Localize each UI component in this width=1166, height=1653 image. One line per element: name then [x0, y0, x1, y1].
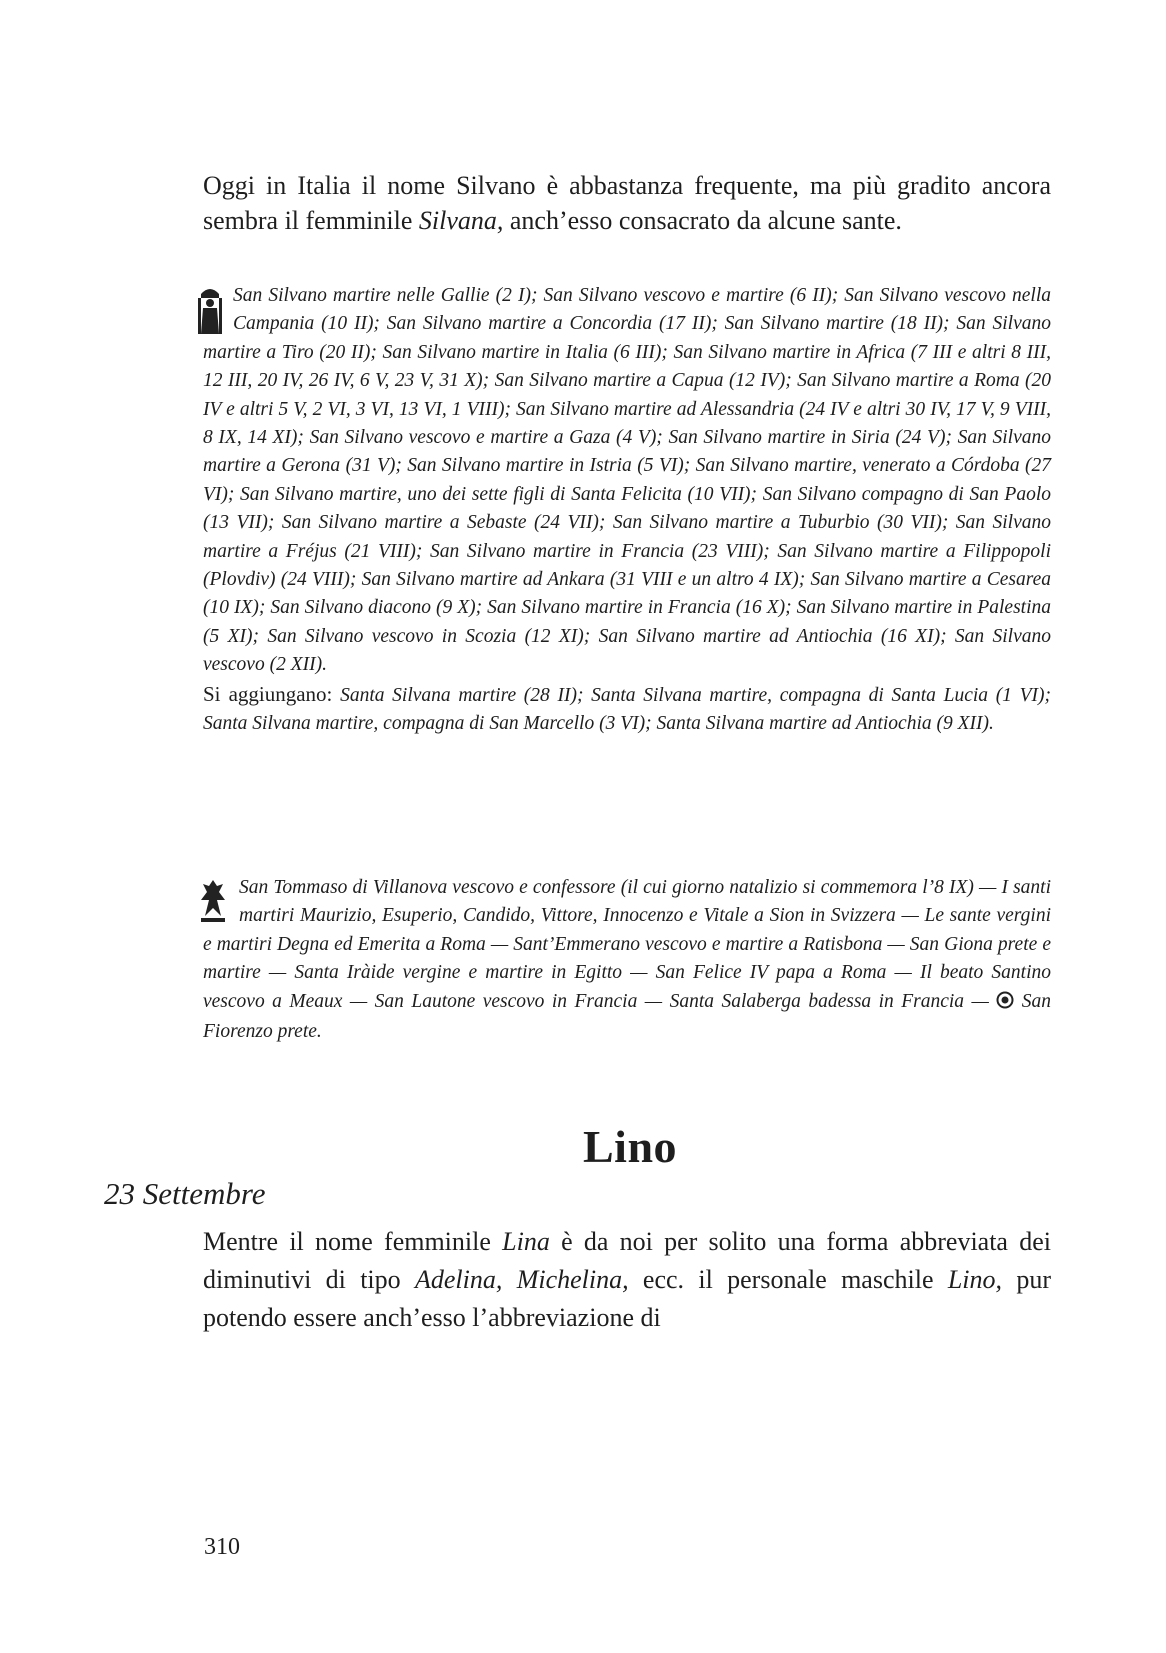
lino-name-adelina: Adelina, — [414, 1265, 503, 1294]
feast-last: San Fiorenzo prete. — [203, 990, 1051, 1043]
intro-text-after: anch’esso consacrato da alcune sante. — [503, 206, 902, 235]
aggiungano-label: Si aggiungano: — [203, 681, 333, 706]
female-saints-list: Santa Silvana martire (28 II); Santa Silvana martire, compagna di Santa Lucia (1 VI); Santa Silvana martire, compagna di San Marcello (3 VI); Santa Silvana martire ad Antiochia (9 XII). — [203, 684, 1052, 735]
lino-name-michelina: Michelina, — [516, 1265, 629, 1294]
section-heading: Lino — [583, 1121, 678, 1172]
lino-text-2: è da noi per solito una forma abbreviata dei diminutivi di tipo — [203, 1227, 1051, 1294]
lino-name-lina: Lina — [502, 1227, 550, 1256]
intro-paragraph — [203, 168, 1051, 238]
lino-text-3 — [502, 1265, 516, 1294]
saints-section — [203, 282, 1051, 739]
page-number: 310 — [204, 1534, 240, 1560]
lino-text-4: ecc. il personale maschile — [628, 1265, 948, 1294]
intro-text-before: Oggi in Italia il nome Silvano è abbastanza frequente, ma più gradito ancora sembra il femminile — [203, 171, 1051, 235]
eagle-icon — [197, 878, 229, 924]
lino-name-lino: Lino, — [947, 1265, 1003, 1294]
target-icon — [996, 990, 1014, 1018]
saint-figure-icon — [197, 284, 223, 336]
feast-section — [203, 874, 1051, 1046]
lino-text-1: Mentre il nome femminile — [203, 1227, 503, 1256]
feast-text: San Tommaso di Villanova vescovo e confessore (il cui giorno natalizio si commemora l’8 IX) — I santi martiri Maurizio, Esuperio, Candido, Vittore, Innocenzo e Vitale a Sion in Svizzera — Le sante vergini e martiri Degna ed Emerita a Roma — Sant’Emmerano vescovo e martire a Ratisbona — San Giona prete e martire — Santa Iràide vergine e martire in Egitto — San Felice IV papa a Roma — Il beato Santino vescovo a Meaux — San Lautone vescovo in Francia — Santa Salaberga badessa in Francia — — [203, 877, 1051, 1012]
lino-paragraph — [203, 1223, 1051, 1337]
lino-text-5: pur potendo essere anch’esso l’abbreviazione di — [203, 1265, 1051, 1332]
feast-date: 23 Settembre — [104, 1176, 266, 1211]
saints-list: San Silvano martire nelle Gallie (2 I); San Silvano vescovo e martire (6 II); San Silvano vescovo nella Campania (10 II); San Silvano martire a Concordia (17 II); San Silvano martire (18 II); San Silvano martire a Tiro (20 II); San Silvano martire in Italia (6 III); San Silvano martire in Africa (7 III e altri 8 III, 12 III, 20 IV, 26 IV, 6 V, 23 V, 31 X); San Silvano martire a Capua (12 IV); San Silvano martire a Roma (20 IV e altri 5 V, 2 VI, 3 VI, 13 VI, 1 VIII); San Silvano martire ad Alessandria (24 IV e altri 30 IV, 17 V, 9 VIII, 8 IX, 14 XI); San Silvano vescovo e martire a Gaza (4 V); San Silvano martire in Siria (24 V); San Silvano martire a Gerona (31 V); San Silvano martire in Istria (5 VI); San Silvano martire, venerato a Córdoba (27 VI); San Silvano martire, uno dei sette figli di Santa Felicita (10 VII); San Silvano compagno di San Paolo (13 VII); San Silvano martire a Sebaste (24 VII); San Silvano martire a Tuburbio (30 VII); San Silvano martire a Fréjus (21 VIII); San Silvano martire in Francia (23 VIII); San Silvano martire a Filippopoli (Plovdiv) (24 VIII); San Silvano martire ad Ankara (31 VIII e un altro 4 IX); San Silvano martire a Cesarea (10 IX); San Silvano diacono (9 X); San Silvano martire in Francia (16 X); San Silvano martire in Palestina (5 XI); San Silvano vescovo in Scozia (12 XI); San Silvano martire ad Antiochia (16 XI); San Silvano vescovo (2 XII). — [203, 285, 1051, 676]
intro-name-silvana: Silvana, — [418, 206, 504, 235]
